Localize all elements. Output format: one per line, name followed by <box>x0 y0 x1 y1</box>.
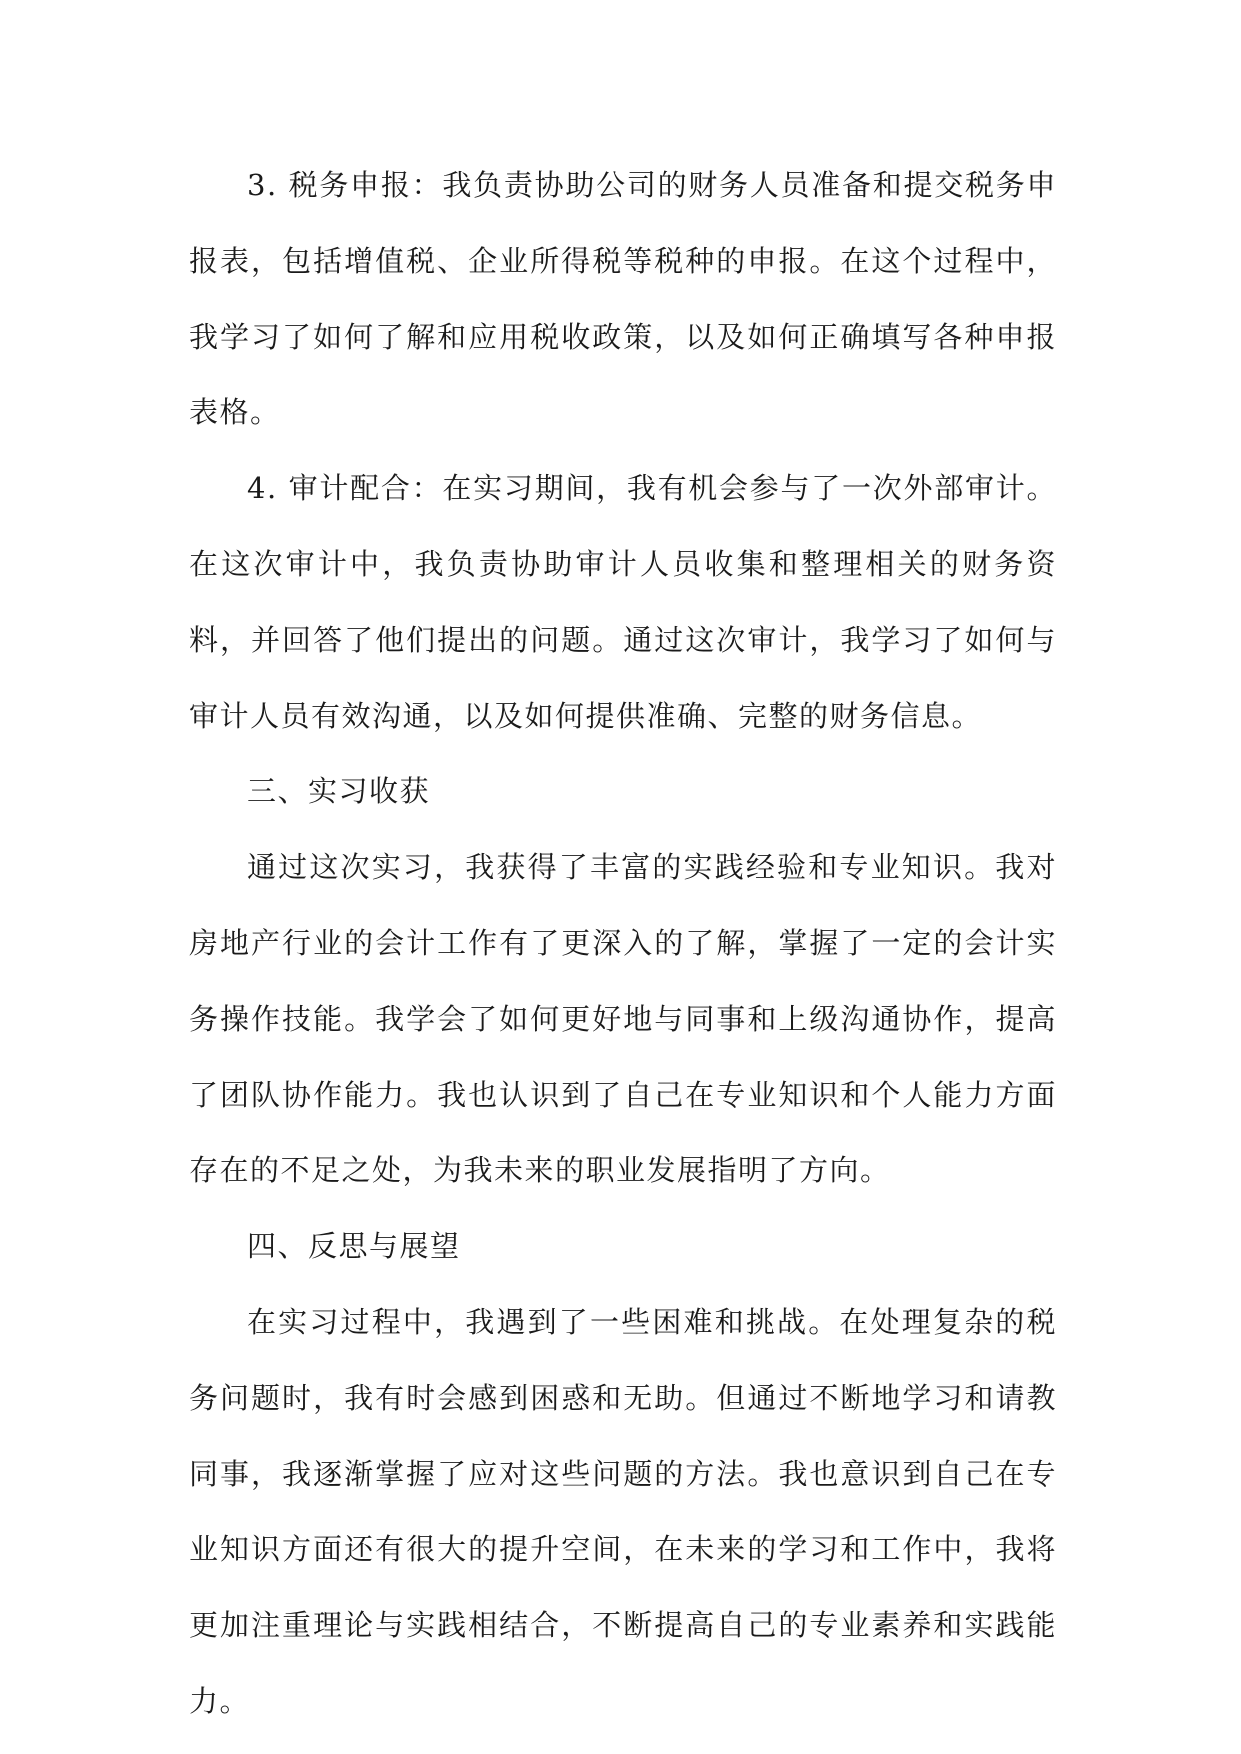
paragraph-internship-gains: 通过这次实习，我获得了丰富的实践经验和专业知识。我对房地产行业的会计工作有了更深入的了解，掌握了一定的会计实务操作技能。我学会了如何更好地与同事和上级沟通协作，提高了团队协作能力。我也认识到了自己在专业知识和个人能力方面存在的不足之处，为我未来的职业发展指明了方向。 <box>189 850 1057 1188</box>
paragraph-reflection: 在实习过程中，我遇到了一些困难和挑战。在处理复杂的税务问题时，我有时会感到困惑和无助。但通过不断地学习和请教同事，我逐渐掌握了应对这些问题的方法。我也意识到自己在专业知识方面还有很大的提升空间，在未来的学习和工作中，我将更加注重理论与实践相结合，不断提高自己的专业素养和实践能力。 <box>189 1304 1057 1718</box>
paragraph-tax-declaration: 3. 税务申报：我负责协助公司的财务人员准备和提交税务申报表，包括增值税、企业所得税等税种的申报。在这个过程中，我学习了如何了解和应用税收政策，以及如何正确填写各种申报表格。 <box>189 168 1057 430</box>
document-body <box>189 148 1057 1740</box>
section-heading-internship-gains: 三、实习收获 <box>247 774 431 809</box>
section-heading-reflection: 四、反思与展望 <box>247 1229 461 1264</box>
paragraph-audit-cooperation: 4. 审计配合：在实习期间，我有机会参与了一次外部审计。在这次审计中，我负责协助审计人员收集和整理相关的财务资料，并回答了他们提出的问题。通过这次审计，我学习了如何与审计人员有效沟通，以及如何提供准确、完整的财务信息。 <box>189 471 1057 733</box>
